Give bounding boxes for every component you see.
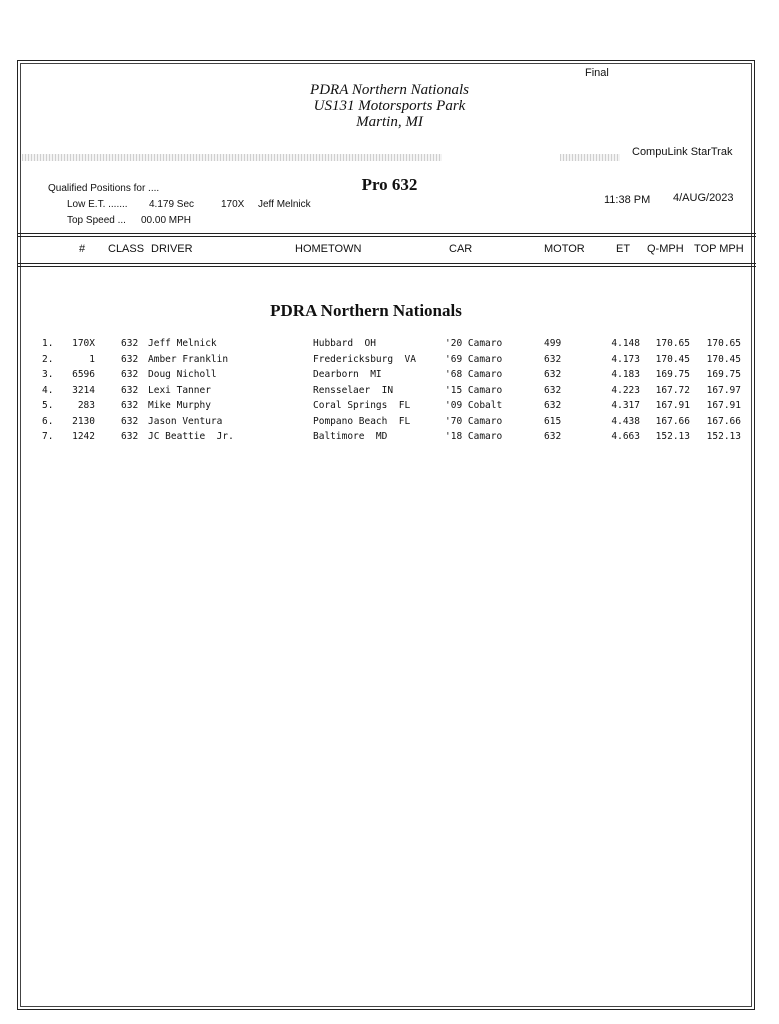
column-header-motor: MOTOR [544, 243, 585, 255]
row-class: 632 [121, 369, 139, 380]
column-header-et: ET [616, 243, 631, 255]
header-rule-top [18, 233, 756, 234]
column-header-driver: DRIVER [151, 243, 193, 255]
row-car-number: 1242 [72, 431, 95, 442]
row-top-mph: 167.97 [706, 384, 741, 396]
scan-speckle-band [22, 154, 442, 161]
column-header-top-mph: TOP MPH [694, 243, 744, 255]
row-et: 4.223 [611, 384, 640, 396]
row-driver: Amber Franklin [148, 353, 229, 365]
row-top-mph: 167.91 [706, 400, 741, 411]
column-header-class: CLASS [108, 243, 145, 255]
row-hometown: Pompano Beach FL [313, 415, 411, 427]
row-driver: Lexi Tanner [148, 384, 211, 396]
row-position: 5. [42, 400, 54, 411]
row-et: 4.663 [611, 431, 640, 442]
row-qmph: 167.91 [655, 400, 690, 411]
row-qmph: 170.45 [655, 353, 690, 365]
row-et: 4.438 [611, 415, 640, 427]
row-et: 4.173 [611, 353, 640, 365]
row-et: 4.183 [611, 369, 640, 380]
row-motor: 632 [544, 431, 562, 442]
column-header-hometown: HOMETOWN [295, 243, 362, 255]
row-class: 632 [121, 384, 139, 396]
track-name: US131 Motorsports Park [313, 98, 466, 114]
row-car: '09 Cobalt [445, 400, 503, 411]
row-top-mph: 167.66 [706, 415, 741, 427]
row-position: 1. [42, 338, 54, 349]
column-header-number: # [79, 243, 86, 255]
class-title: Pro 632 [361, 175, 418, 194]
low-et-label: Low E.T. ....... [67, 199, 128, 210]
row-class: 632 [121, 400, 139, 411]
top-speed-label: Top Speed ... [67, 215, 126, 226]
header-rule-top-inner [18, 236, 756, 237]
row-hometown: Rensselaer IN [313, 384, 394, 396]
qualifying-heading: Qualified Positions for .... [48, 183, 160, 194]
row-car-number: 6596 [72, 369, 95, 380]
row-car-number: 2130 [72, 415, 95, 427]
row-motor: 632 [544, 353, 562, 365]
row-hometown: Coral Springs FL [313, 400, 411, 411]
row-qmph: 169.75 [655, 369, 690, 380]
row-motor: 615 [544, 415, 562, 427]
row-motor: 499 [544, 338, 562, 349]
row-class: 632 [121, 431, 139, 442]
row-position: 2. [42, 353, 54, 365]
status-label: Final [585, 67, 609, 79]
row-hometown: Fredericksburg VA [313, 353, 416, 365]
column-header-qmph: Q-MPH [647, 243, 684, 255]
row-car: '18 Camaro [445, 431, 503, 442]
row-driver: Mike Murphy [148, 400, 211, 411]
row-motor: 632 [544, 384, 562, 396]
header-rule-bottom-inner [18, 266, 756, 267]
row-car-number: 3214 [72, 384, 95, 396]
row-top-mph: 169.75 [706, 369, 741, 380]
row-qmph: 170.65 [655, 338, 690, 349]
top-speed-value: 00.00 MPH [141, 215, 192, 226]
low-et-value: 4.179 Sec [149, 199, 195, 210]
row-driver: Jason Ventura [148, 415, 223, 427]
row-qmph: 152.13 [655, 431, 690, 442]
row-class: 632 [121, 353, 139, 365]
row-position: 4. [42, 384, 54, 396]
row-car-number: 170X [72, 338, 95, 349]
row-class: 632 [121, 338, 139, 349]
row-motor: 632 [544, 400, 562, 411]
row-et: 4.317 [611, 400, 640, 411]
row-qmph: 167.72 [655, 384, 690, 396]
results-event-title: PDRA Northern Nationals [270, 301, 462, 320]
row-driver: Jeff Melnick [148, 338, 217, 349]
row-driver: Doug Nicholl [148, 369, 217, 380]
low-et-driver: Jeff Melnick [258, 199, 311, 210]
report-time: 11:38 PM [604, 194, 651, 206]
row-top-mph: 152.13 [706, 431, 741, 442]
row-top-mph: 170.65 [706, 338, 741, 349]
row-motor: 632 [544, 369, 562, 380]
header-rule-bottom [18, 263, 756, 264]
row-car-number: 283 [77, 400, 95, 411]
row-hometown: Dearborn MI [313, 369, 382, 380]
report-date: 4/AUG/2023 [673, 192, 734, 204]
software-name: CompuLink StarTrak [632, 146, 733, 158]
low-et-car-number: 170X [221, 199, 245, 210]
row-position: 6. [42, 415, 54, 427]
event-name: PDRA Northern Nationals [310, 82, 469, 98]
row-car: '70 Camaro [445, 415, 503, 427]
row-car: '15 Camaro [445, 384, 503, 396]
row-top-mph: 170.45 [706, 353, 741, 365]
row-car-number: 1 [89, 353, 95, 365]
row-car: '68 Camaro [445, 369, 503, 380]
row-car: '20 Camaro [445, 338, 503, 349]
column-header-car: CAR [449, 243, 473, 255]
row-car: '69 Camaro [445, 353, 503, 365]
row-et: 4.148 [611, 338, 640, 349]
scan-speckle-band-right [560, 154, 620, 161]
row-position: 3. [42, 369, 54, 380]
track-location: Martin, MI [356, 114, 423, 130]
row-qmph: 167.66 [655, 415, 690, 427]
row-class: 632 [121, 415, 139, 427]
row-driver: JC Beattie Jr. [148, 431, 234, 442]
row-hometown: Hubbard OH [313, 338, 376, 349]
row-position: 7. [42, 431, 54, 442]
row-hometown: Baltimore MD [313, 431, 388, 442]
